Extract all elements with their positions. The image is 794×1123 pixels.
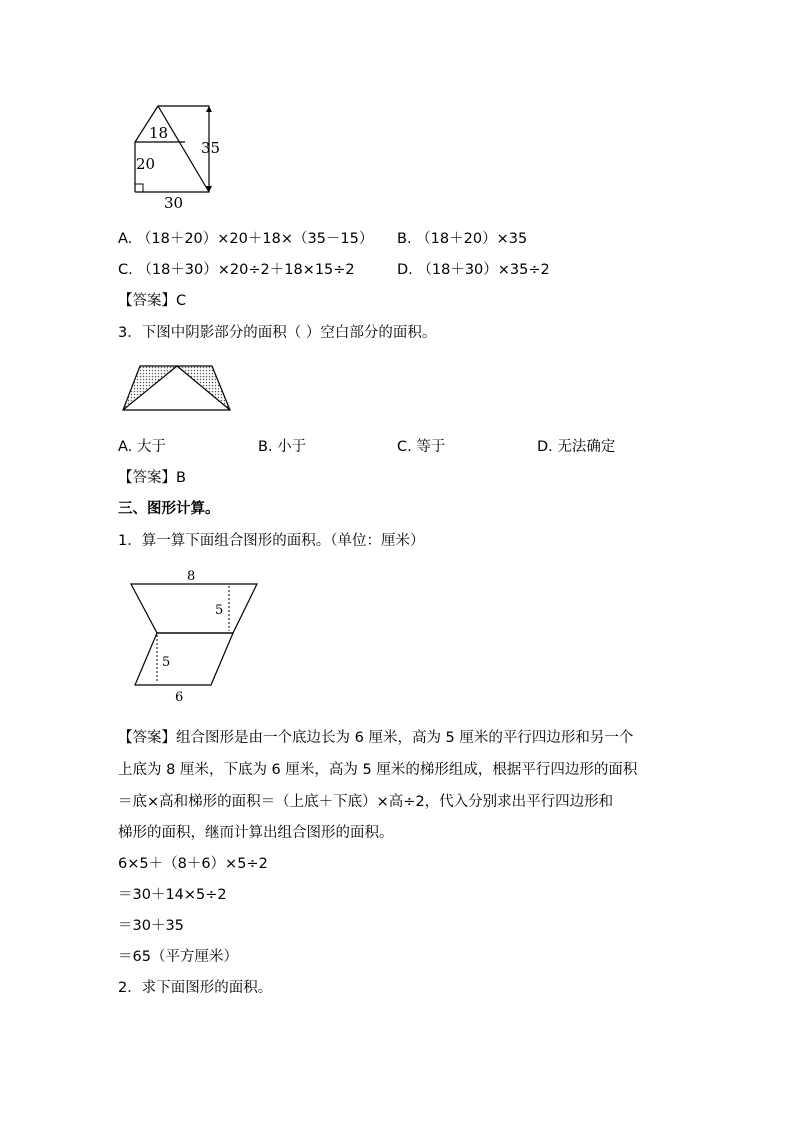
q3-option-d: D. 无法确定 bbox=[537, 439, 616, 455]
s3-label-top: 8 bbox=[187, 569, 196, 584]
q3-answer: 【答案】B bbox=[118, 470, 186, 486]
s3-label-para-height: 5 bbox=[162, 655, 171, 670]
s3-q1-answer-line-4: 梯形的面积，继而计算出组合图形的面积。 bbox=[118, 825, 394, 841]
q2-label-left: 20 bbox=[136, 155, 156, 173]
q2-label-bottom: 30 bbox=[164, 194, 184, 210]
q2-option-d: D. （18＋30）×35÷2 bbox=[397, 262, 550, 278]
q2-figure bbox=[125, 100, 235, 210]
s3-trapezoid bbox=[131, 584, 257, 633]
q2-option-b: B. （18＋20）×35 bbox=[397, 231, 528, 247]
q2-option-c: C. （18＋30）×20÷2＋18×15÷2 bbox=[118, 262, 355, 278]
s3-label-bottom: 6 bbox=[175, 690, 184, 705]
q3-option-a: A. 大于 bbox=[118, 439, 166, 455]
s3-q1-answer-line-3: ＝底×高和梯形的面积＝（上底＋下底）×高÷2，代入分别求出平行四边形和 bbox=[118, 794, 614, 810]
s3-q1-calc-2: ＝30＋14×5÷2 bbox=[118, 887, 227, 903]
s3-q2-question: 2．求下面图形的面积。 bbox=[118, 980, 273, 996]
q2-label-right: 35 bbox=[201, 139, 221, 157]
arrow-up-icon bbox=[206, 106, 212, 112]
s3-parallelogram bbox=[135, 633, 233, 685]
s3-q1-calc-3: ＝30＋35 bbox=[118, 918, 184, 934]
q2-label-top: 18 bbox=[149, 124, 169, 142]
s3-q1-calc-1: 6×5＋（8＋6）×5÷2 bbox=[118, 856, 268, 872]
q3-option-c: C. 等于 bbox=[397, 439, 446, 455]
q2-option-a: A. （18＋20）×20＋18×（35－15） bbox=[118, 231, 374, 247]
q2-shape-outline bbox=[135, 106, 209, 192]
s3-label-trap-height: 5 bbox=[215, 603, 224, 618]
q2-answer: 【答案】C bbox=[118, 293, 187, 309]
right-angle-icon bbox=[135, 184, 143, 192]
s3-q1-answer-line-1: 【答案】组合图形是由一个底边长为 6 厘米，高为 5 厘米的平行四边形和另一个 bbox=[118, 730, 634, 746]
s3-q1-figure bbox=[125, 565, 265, 705]
s3-q1-answer-line-2: 上底为 8 厘米，下底为 6 厘米，高为 5 厘米的梯形组成，根据平行四边形的面积 bbox=[118, 762, 638, 778]
s3-q1-question: 1．算一算下面组合图形的面积。（单位：厘米） bbox=[118, 533, 425, 549]
q3-option-b: B. 小于 bbox=[258, 439, 307, 455]
q3-figure bbox=[118, 360, 238, 416]
q3-question: 3．下图中阴影部分的面积（ ）空白部分的面积。 bbox=[118, 325, 437, 341]
section3-heading: 三、图形计算。 bbox=[118, 501, 220, 517]
s3-q1-calc-4: ＝65（平方厘米） bbox=[118, 949, 238, 965]
